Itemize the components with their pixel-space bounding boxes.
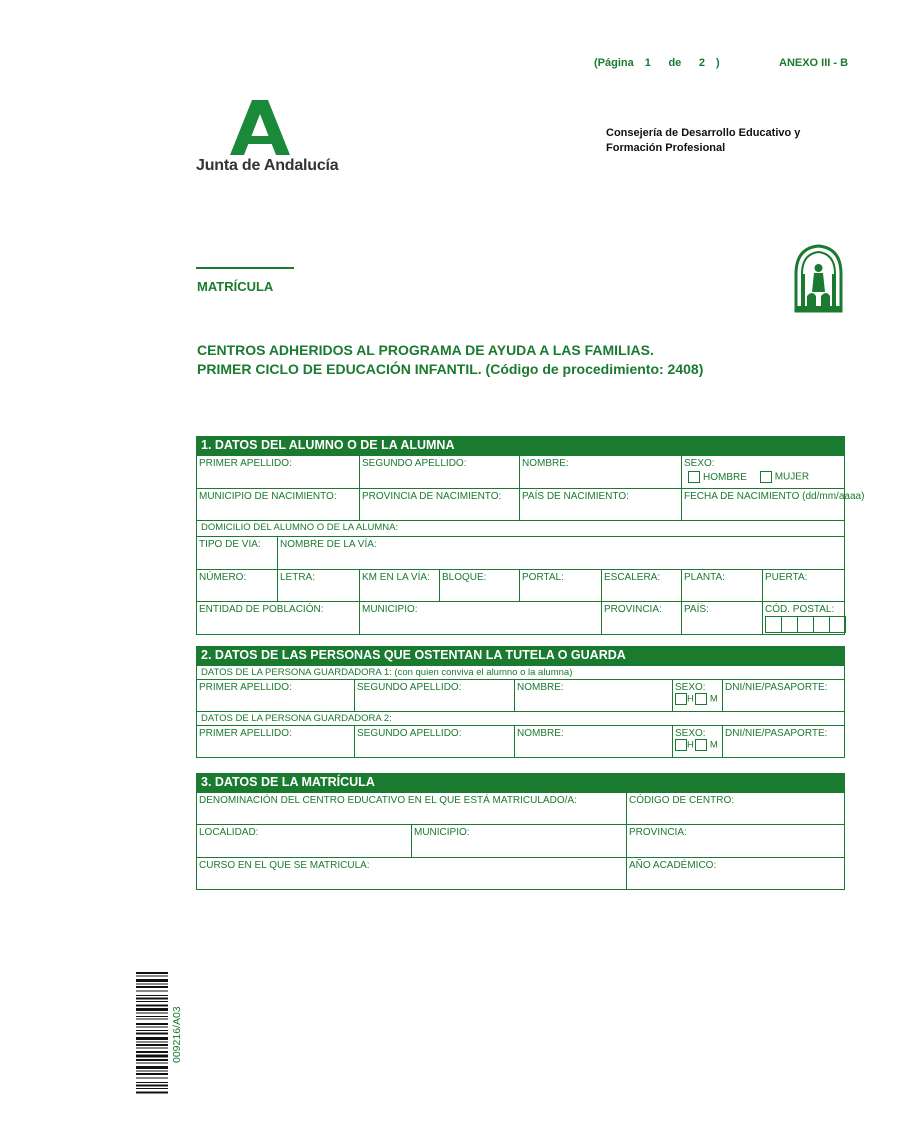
cod-postal-label: CÓD. POSTAL: xyxy=(765,604,835,615)
ano-academico-field[interactable]: AÑO ACADÉMICO: xyxy=(627,858,845,890)
pagina-total: 2 xyxy=(698,57,705,69)
portal-field[interactable]: PORTAL: xyxy=(520,570,602,602)
cp-digit-box[interactable] xyxy=(765,616,782,633)
nombre-field[interactable]: NOMBRE: xyxy=(520,456,682,489)
form-title-line2: PRIMER CICLO DE EDUCACIÓN INFANTIL. (Código de procedimiento: 2408) xyxy=(197,361,704,377)
primer-apellido-field[interactable]: PRIMER APELLIDO: xyxy=(197,456,360,489)
g1-segundo-apellido-field[interactable]: SEGUNDO APELLIDO: xyxy=(355,680,515,712)
municipio-field[interactable]: MUNICIPIO: xyxy=(360,602,602,635)
fecha-nacimiento-field[interactable]: FECHA DE NACIMIENTO (dd/mm/aaaa) xyxy=(682,489,845,521)
puerta-field[interactable]: PUERTA: xyxy=(763,570,845,602)
guardadora1-subheader: DATOS DE LA PERSONA GUARDADORA 1: (con quien conviva el alumno o la alumna) xyxy=(197,666,845,680)
provincia-nacimiento-field[interactable]: PROVINCIA DE NACIMIENTO: xyxy=(360,489,520,521)
form-title xyxy=(197,341,703,379)
sexo-field xyxy=(682,456,845,489)
g2-sexo-label: SEXO: xyxy=(675,728,706,739)
pagina-label: (Página xyxy=(594,57,634,69)
g1-primer-apellido-field[interactable]: PRIMER APELLIDO: xyxy=(197,680,355,712)
matricula-municipio-field[interactable]: MUNICIPIO: xyxy=(412,825,627,858)
pais-field[interactable]: PAÍS: xyxy=(682,602,763,635)
g1-m-label: M xyxy=(709,693,718,705)
hombre-checkbox[interactable] xyxy=(688,471,700,483)
g2-dni-field[interactable]: DNI/NIE/PASAPORTE: xyxy=(723,726,845,758)
junta-logo-icon xyxy=(230,100,290,155)
denominacion-field[interactable]: DENOMINACIÓN DEL CENTRO EDUCATIVO EN EL QUE ESTÁ MATRICULADO/A: xyxy=(197,793,627,825)
section3-header: 3. DATOS DE LA MATRÍCULA xyxy=(197,774,845,793)
entidad-field[interactable]: ENTIDAD DE POBLACIÓN: xyxy=(197,602,360,635)
consejeria-text xyxy=(606,126,806,156)
g2-m-checkbox[interactable] xyxy=(695,739,707,751)
coat-of-arms-icon xyxy=(794,244,843,313)
provincia-field[interactable]: PROVINCIA: xyxy=(602,602,682,635)
domicilio-subheader: DOMICILIO DEL ALUMNO O DE LA ALUMNA: xyxy=(197,521,845,537)
localidad-field[interactable]: LOCALIDAD: xyxy=(197,825,412,858)
g2-primer-apellido-field[interactable]: PRIMER APELLIDO: xyxy=(197,726,355,758)
mujer-label: MUJER xyxy=(774,471,810,483)
bloque-field[interactable]: BLOQUE: xyxy=(440,570,520,602)
g1-nombre-field[interactable]: NOMBRE: xyxy=(515,680,673,712)
section1-header: 1. DATOS DEL ALUMNO O DE LA ALUMNA xyxy=(197,437,845,456)
matricula-rule xyxy=(196,267,294,269)
consejeria-line2: Formación Profesional xyxy=(606,142,726,154)
section2-header: 2. DATOS DE LAS PERSONAS QUE OSTENTAN LA TUTELA O GUARDA xyxy=(197,647,845,666)
curso-field[interactable]: CURSO EN EL QUE SE MATRICULA: xyxy=(197,858,627,890)
matricula-provincia-field[interactable]: PROVINCIA: xyxy=(627,825,845,858)
g1-h-label: H xyxy=(687,693,694,705)
pais-nacimiento-field[interactable]: PAÍS DE NACIMIENTO: xyxy=(520,489,682,521)
sexo-label: SEXO: xyxy=(684,458,715,469)
cp-digit-box[interactable] xyxy=(781,616,798,633)
codigo-centro-field[interactable]: CÓDIGO DE CENTRO: xyxy=(627,793,845,825)
hombre-label: HOMBRE xyxy=(703,471,747,483)
cp-digit-box[interactable] xyxy=(797,616,814,633)
g2-m-label: M xyxy=(709,739,718,751)
g1-h-checkbox[interactable] xyxy=(675,693,687,705)
g2-h-label: H xyxy=(687,739,694,751)
g1-dni-field[interactable]: DNI/NIE/PASAPORTE: xyxy=(723,680,845,712)
letra-field[interactable]: LETRA: xyxy=(278,570,360,602)
g1-sexo-label: SEXO: xyxy=(675,682,706,693)
pagina-de: de xyxy=(668,57,682,69)
g2-segundo-apellido-field[interactable]: SEGUNDO APELLIDO: xyxy=(355,726,515,758)
cod-postal-field xyxy=(763,602,845,635)
numero-field[interactable]: NÚMERO: xyxy=(197,570,278,602)
section1-table xyxy=(196,436,865,635)
g1-sexo-field xyxy=(673,680,723,712)
consejeria-line1: Consejería de Desarrollo Educativo y xyxy=(606,127,801,139)
km-field[interactable]: KM EN LA VÍA: xyxy=(360,570,440,602)
g2-nombre-field[interactable]: NOMBRE: xyxy=(515,726,673,758)
g2-sexo-field xyxy=(673,726,723,758)
cp-digit-box[interactable] xyxy=(813,616,830,633)
escalera-field[interactable]: ESCALERA: xyxy=(602,570,682,602)
section3-table xyxy=(196,773,845,890)
municipio-nacimiento-field[interactable]: MUNICIPIO DE NACIMIENTO: xyxy=(197,489,360,521)
page-number xyxy=(594,57,720,69)
nombre-via-field[interactable]: NOMBRE DE LA VÍA: xyxy=(278,537,845,570)
pagina-close: ) xyxy=(715,57,720,69)
mujer-checkbox[interactable] xyxy=(760,471,772,483)
pagina-num: 1 xyxy=(644,57,651,69)
logo-text: Junta de Andalucía xyxy=(196,157,339,174)
barcode-icon xyxy=(136,972,168,1094)
guardadora2-subheader: DATOS DE LA PERSONA GUARDADORA 2: xyxy=(197,712,845,726)
cp-digit-box[interactable] xyxy=(829,616,846,633)
g2-h-checkbox[interactable] xyxy=(675,739,687,751)
segundo-apellido-field[interactable]: SEGUNDO APELLIDO: xyxy=(360,456,520,489)
anexo-label: ANEXO III - B xyxy=(779,57,849,69)
g1-m-checkbox[interactable] xyxy=(695,693,707,705)
form-title-line1: CENTROS ADHERIDOS AL PROGRAMA DE AYUDA A LAS FAMILIAS. xyxy=(197,342,654,358)
barcode-number: 009216/A03 xyxy=(171,1006,183,1063)
tipo-via-field[interactable]: TIPO DE VIA: xyxy=(197,537,278,570)
matricula-title: MATRÍCULA xyxy=(197,279,274,294)
section2-table xyxy=(196,646,845,758)
planta-field[interactable]: PLANTA: xyxy=(682,570,763,602)
